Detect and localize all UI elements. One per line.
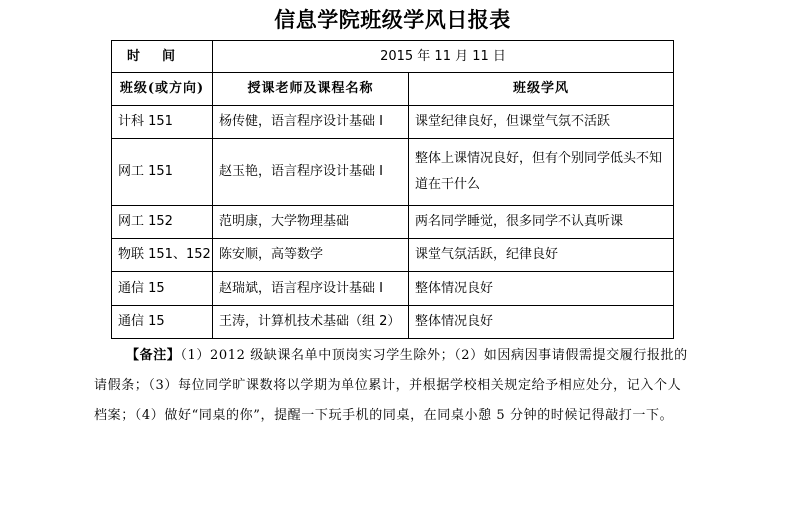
row-class: 通信 15 xyxy=(112,306,213,339)
report-table xyxy=(111,40,674,339)
header-class-style: 班级学风 xyxy=(409,73,674,106)
table-row xyxy=(112,306,674,339)
table-row xyxy=(112,106,674,139)
header-class: 班级(或方向) xyxy=(112,73,213,106)
row-class: 网工 152 xyxy=(112,206,213,239)
table-row xyxy=(112,206,674,239)
table-row xyxy=(112,272,674,306)
report-date: 2015 年 11 月 11 日 xyxy=(213,41,674,73)
row-teacher-course: 范明康，大学物理基础 xyxy=(213,206,409,239)
row-teacher-course: 杨传健，语言程序设计基础 I xyxy=(213,106,409,139)
remarks-paragraph xyxy=(94,341,694,431)
remarks-label: 【备注】 xyxy=(126,348,181,363)
row-class: 通信 15 xyxy=(112,272,213,306)
row-teacher-course: 赵瑞斌，语言程序设计基础 I xyxy=(213,272,409,306)
row-class-style: 两名同学睡觉，很多同学不认真听课 xyxy=(409,206,674,239)
row-teacher-course: 王涛，计算机技术基础（组 2） xyxy=(213,306,409,339)
table-row xyxy=(112,139,674,206)
row-class-style: 整体上课情况良好，但有个别同学低头不知道在干什么 xyxy=(409,139,674,206)
date-row xyxy=(112,41,674,73)
header-row xyxy=(112,73,674,106)
row-class-style: 课堂气氛活跃，纪律良好 xyxy=(409,239,674,272)
row-class: 物联 151、152 xyxy=(112,239,213,272)
row-class-style: 整体情况良好 xyxy=(409,306,674,339)
row-class-style: 课堂纪律良好，但课堂气氛不活跃 xyxy=(409,106,674,139)
header-teacher-course: 授课老师及课程名称 xyxy=(213,73,409,106)
time-label: 时间 xyxy=(112,41,213,73)
row-class: 计科 151 xyxy=(112,106,213,139)
row-class-style: 整体情况良好 xyxy=(409,272,674,306)
row-teacher-course: 陈安顺，高等数学 xyxy=(213,239,409,272)
row-class: 网工 151 xyxy=(112,139,213,206)
remarks-text: （1）2012 级缺课名单中顶岗实习学生除外；（2）如因病因事请假需提交履行报批的请假条；（3）每位同学旷课数将以学期为单位累计，并根据学校相关规定给予相应处分，记入个人档案；（4）做好“同桌的你”，提醒一下玩手机的同桌，在同桌小憩 5 分钟的时候记得敲打一下。 xyxy=(94,348,688,423)
table-row xyxy=(112,239,674,272)
row-teacher-course: 赵玉艳，语言程序设计基础 I xyxy=(213,139,409,206)
page-title: 信息学院班级学风日报表 xyxy=(274,8,511,32)
